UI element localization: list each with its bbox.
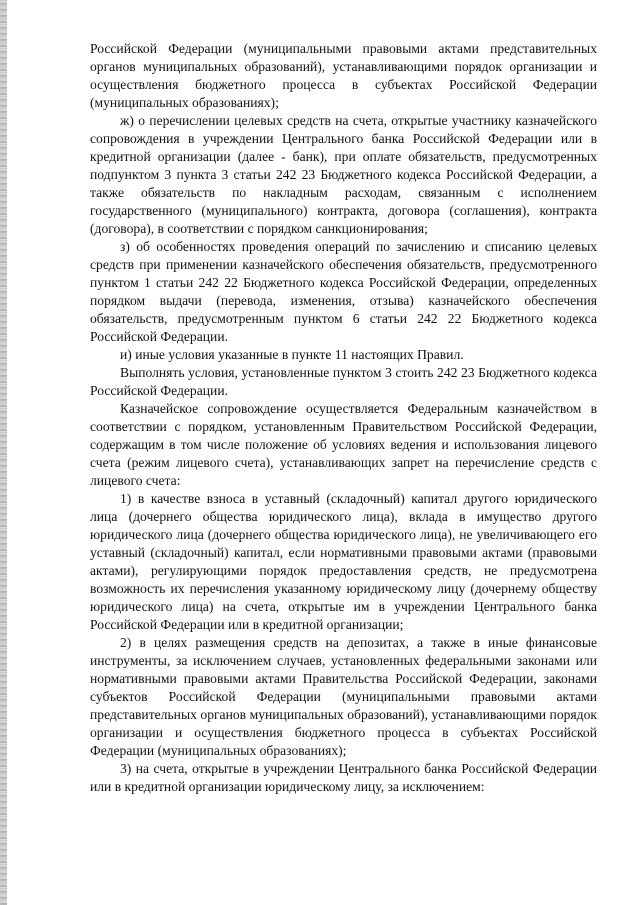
- paragraph-prohibition-2: 2) в целях размещения средств на депозитах, а также в иные финансовые инструменты, за исключением случаев, установленных федеральными законами или нормативными правовыми актами Правительства Российской Федерации, законами субъектов Российской Федерации (муниципальными правовыми актами представительных органов муниципальных образований), устанавливающими порядок организации и осуществления бюджетного процесса в субъектах Российской Федерации (муниципальных образованиях);: [90, 635, 597, 758]
- paragraph-prohibition-3: 3) на счета, открытые в учреждении Центрального банка Российской Федерации или в кредитной организации юридическому лицу, за исключением:: [90, 761, 597, 794]
- paragraph-treasury-support: Казначейское сопровождение осуществляется Федеральным казначейством в соответствии с порядком, установленным Правительством Российской Федерации, содержащим в том числе положение об условиях ведения и использования лицевого счета (режим лицевого счета), устанавливающих запрет на перечисление средств с лицевого счета:: [90, 401, 597, 488]
- scan-edge-artifact: [0, 0, 7, 905]
- paragraph-prohibition-1: 1) в качестве взноса в уставный (складочный) капитал другого юридического лица (дочернего общества юридического лица), вклада в имущество другого юридического лица (дочернего общества юридического лица), не увеличивающего его уставный (складочный) капитал, если нормативными правовыми актами (правовыми актами), регулирующими порядок предоставления средств, не предусмотрена возможность их перечисления указанному юридическому лицу (дочернему обществу юридического лица) на счета, открытые им в учреждении Центрального банка Российской Федерации или в кредитной организации;: [90, 491, 597, 632]
- paragraph-item-z: з) об особенностях проведения операций по зачислению и списанию целевых средств при применении казначейского обеспечения обязательств, предусмотренного пунктом 1 статьи 242 22 Бюджетного кодекса Российской Федерации, определенных порядком выдачи (перевода, изменения, отзыва) казначейского обеспечения обязательств, предусмотренным пунктом 6 статьи 242 22 Бюджетного кодекса Российской Федерации.: [90, 239, 597, 344]
- paragraph-continuation: Российской Федерации (муниципальными правовыми актами представительных органов муниципальных образований), устанавливающими порядок организации и осуществления бюджетного процесса в субъектах Российской Федерации (муниципальных образованиях);: [90, 41, 597, 110]
- paragraph-item-i: и) иные условия указанные в пункте 11 настоящих Правил.: [120, 347, 464, 362]
- document-page: [90, 40, 597, 796]
- paragraph-item-zh: ж) о перечислении целевых средств на счета, открытые участнику казначейского сопровождения в учреждении Центрального банка Российской Федерации или в кредитной организации (далее - банк), при оплате обязательств, предусмотренных подпунктом 3 пункта 3 статьи 242 23 Бюджетного кодекса Российской Федерации, а также обязательств по накладным расходам, связанным с исполнением государственного (муниципального) контракта, договора (соглашения), контракта (договора), в соответствии с порядком санкционирования;: [90, 113, 597, 236]
- paragraph-fulfil-conditions: Выполнять условия, установленные пунктом 3 стоить 242 23 Бюджетного кодекса Российской Федерации.: [90, 365, 597, 398]
